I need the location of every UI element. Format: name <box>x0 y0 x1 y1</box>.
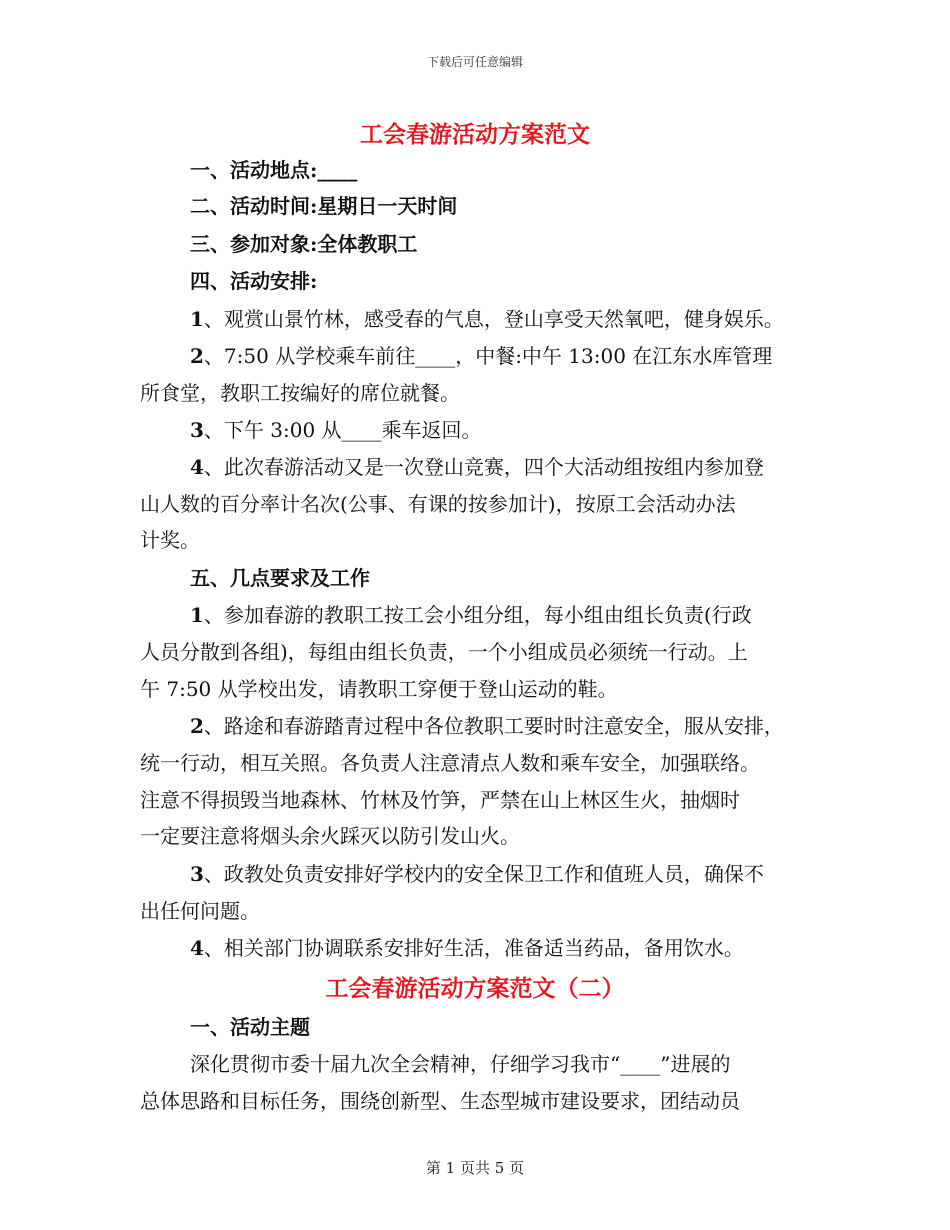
requirement-item-2-cont2: 注意不得损毁当地森林、竹林及竹笋，严禁在山上林区生火，抽烟时 <box>140 788 740 812</box>
heading-theme: 一、活动主题 <box>190 1015 310 1039</box>
page-header: 下载后可任意编辑 <box>426 55 523 69</box>
arrangement-item-3 <box>190 416 482 444</box>
item-number: 1 <box>190 307 204 331</box>
item-text: 、此次春游活动又是一次登山竞赛，四个大活动组按组内参加登 <box>203 455 764 479</box>
item-number: 2 <box>190 344 204 368</box>
heading-requirements: 五、几点要求及工作 <box>190 566 370 590</box>
requirement-item-1-cont1: 人员分散到各组)，每组由组长负责，一个小组成员必须统一行动。上 <box>140 640 748 664</box>
item-number: 3 <box>190 418 204 442</box>
requirement-item-2-cont1: 统一行动，相互关照。各负责人注意清点人数和乘车安全，加强联络。 <box>140 751 760 775</box>
item-text: 、政教处负责安排好学校内的安全保卫工作和值班人员，确保不 <box>203 862 764 886</box>
item-text: 、路途和春游踏青过程中各位教职工要时时注意安全，服从安排， <box>203 714 784 738</box>
arrangement-item-2-cont: 所食堂，教职工按编好的席位就餐。 <box>140 381 460 405</box>
page-footer: 第 1 页共 5 页 <box>425 1159 525 1177</box>
item-text: 、参加春游的教职工按工会小组分组，每小组由组长负责(行政 <box>203 603 752 627</box>
heading-time: 二、活动时间:星期日一天时间 <box>190 194 458 218</box>
item-text: 、下午 3:00 从____乘车返回。 <box>203 418 482 442</box>
section-title-2: 工会春游活动方案范文（二） <box>325 975 625 1002</box>
arrangement-item-4-cont2: 计奖。 <box>140 528 200 552</box>
item-text: 、观赏山景竹林，感受春的气息，登山享受天然氧吧，健身娱乐。 <box>203 307 784 331</box>
requirement-item-2-cont3: 一定要注意将烟头余火踩灭以防引发山火。 <box>140 824 520 848</box>
requirement-item-4 <box>190 934 744 962</box>
item-number: 3 <box>190 862 204 886</box>
item-number: 4 <box>190 455 204 479</box>
requirement-item-3-cont: 出任何问题。 <box>140 899 260 923</box>
document-title: 工会春游活动方案范文 <box>360 121 590 148</box>
arrangement-item-4 <box>190 453 764 481</box>
item-number: 4 <box>190 936 204 960</box>
item-number: 2 <box>190 714 204 738</box>
heading-location: 一、活动地点:____ <box>190 158 358 182</box>
requirement-item-2 <box>190 712 784 740</box>
requirement-item-3 <box>190 860 764 888</box>
requirement-item-1-cont2: 午 7:50 从学校出发，请教职工穿便于登山运动的鞋。 <box>140 677 618 701</box>
item-text: 、相关部门协调联系安排好生活，准备适当药品，备用饮水。 <box>203 936 744 960</box>
heading-participants: 三、参加对象:全体教职工 <box>190 232 418 256</box>
arrangement-item-4-cont1: 山人数的百分率计名次(公事、有课的按参加计)，按原工会活动办法 <box>140 492 736 516</box>
arrangement-item-2 <box>190 342 772 370</box>
heading-arrangement: 四、活动安排: <box>190 269 318 293</box>
item-number: 1 <box>190 603 204 627</box>
arrangement-item-1 <box>190 305 784 333</box>
requirement-item-1 <box>190 601 752 629</box>
item-text: 、7:50 从学校乘车前往____，中餐:中午 13:00 在江东水库管理 <box>203 344 773 368</box>
theme-paragraph-cont: 总体思路和目标任务，围绕创新型、生态型城市建设要求，团结动员 <box>140 1089 740 1113</box>
theme-paragraph: 深化贯彻市委十届九次全会精神，仔细学习我市“____”进展的 <box>190 1052 731 1076</box>
